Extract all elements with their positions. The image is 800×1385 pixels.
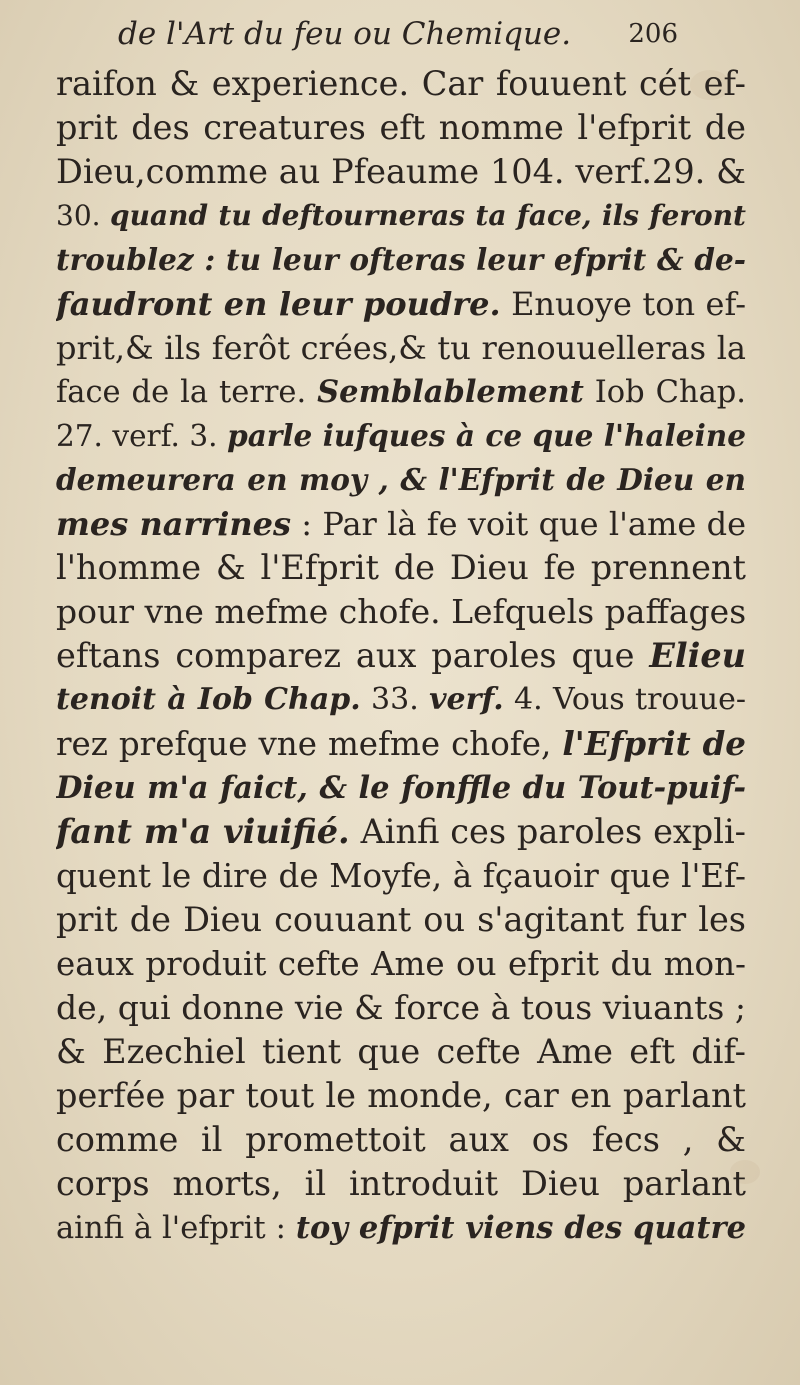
text-line <box>56 502 746 546</box>
text-run: comme il promettoit aux os fecs , & <box>56 1120 746 1159</box>
text-line <box>56 282 746 326</box>
text-run: corps morts, il introduit Dieu parlant <box>56 1164 746 1203</box>
text-run: eftans comparez aux paroles que <box>56 636 650 675</box>
text-line <box>56 942 746 986</box>
text-run: prit des creatures eft nomme l'efprit de <box>56 108 746 147</box>
italic-run: Elieu <box>649 636 746 675</box>
italic-run: Dieu m'a faict, & le fonffle du Tout-puif- <box>56 770 746 806</box>
text-line <box>56 546 746 590</box>
text-run: l'homme & l'Efprit de Dieu fe prennent <box>56 548 746 587</box>
italic-run: parle iufques à ce que l'haleine <box>227 418 746 453</box>
italic-run: quand tu deftourneras ta face, ils feront <box>110 199 746 232</box>
text-run: perfée par tout le monde, car en parlant <box>56 1076 746 1115</box>
italic-run: troublez : tu leur ofteras leur efprit & de- <box>56 242 746 277</box>
text-line <box>56 238 746 282</box>
text-run: : Par là fe voit que l'ame de <box>291 505 746 543</box>
text-line <box>56 458 746 502</box>
text-run: prit de Dieu couuant ou s'agitant fur les <box>56 900 746 939</box>
text-run: ainfi à l'efprit : <box>56 1211 296 1246</box>
text-run: 33. <box>360 682 430 717</box>
text-run: de, qui donne vie & force à tous viuants ; <box>56 988 746 1027</box>
running-header <box>118 14 678 54</box>
text-line <box>56 1118 746 1162</box>
text-run: face de la terre. <box>56 375 318 410</box>
text-run: prit,& ils ferôt crées,& tu renouuelleras la <box>56 329 746 367</box>
italic-run: faudront en leur poudre. <box>56 285 501 323</box>
text-line <box>56 590 746 634</box>
text-line <box>56 106 746 150</box>
italic-run: fant m'a viuifié. <box>56 812 350 851</box>
body-text <box>56 62 746 1250</box>
text-run: 27. verf. 3. <box>56 419 228 453</box>
text-line <box>56 326 746 370</box>
text-line <box>56 1030 746 1074</box>
italic-run: tenoit à Iob Chap. <box>56 682 361 717</box>
text-line <box>56 722 746 766</box>
running-title: de l'Art du feu ou Chemique. <box>118 16 572 52</box>
text-run: Iob Chap. <box>583 375 746 410</box>
italic-run: toy efprit viens des quatre <box>295 1210 746 1246</box>
text-line <box>56 150 746 194</box>
text-run: 30. <box>56 199 111 232</box>
page-number: 206 <box>628 19 678 49</box>
italic-run: Semblablement <box>317 374 584 410</box>
text-line <box>56 898 746 942</box>
text-line <box>56 1162 746 1206</box>
text-line <box>56 194 746 238</box>
text-run: Dieu,comme au Pfeaume 104. verf.29. & <box>56 152 746 191</box>
text-line <box>56 1206 746 1250</box>
italic-run: mes narrines <box>56 505 292 543</box>
italic-run: verf. <box>429 682 504 717</box>
text-line <box>56 810 746 854</box>
text-run: 4. Vous trouue- <box>503 682 746 717</box>
text-run: Enuoye ton ef- <box>500 285 746 323</box>
text-line <box>56 414 746 458</box>
text-run: rez prefque vne mefme chofe, <box>56 725 563 763</box>
text-run: raifon & experience. Car fouuent cét ef- <box>56 64 746 103</box>
text-run: eaux produit cefte Ame ou efprit du mon- <box>56 945 746 983</box>
text-line <box>56 986 746 1030</box>
text-run: Ainfi ces paroles expli- <box>349 812 746 851</box>
text-run: quent le dire de Moyfe, à fçauoir que l'Ef- <box>56 857 746 895</box>
text-line <box>56 854 746 898</box>
text-line <box>56 370 746 414</box>
text-line <box>56 62 746 106</box>
text-line <box>56 678 746 722</box>
text-line <box>56 766 746 810</box>
text-run: pour vne mefme chofe. Lefquels paffages <box>56 592 746 631</box>
italic-run: l'Efprit de <box>562 724 746 763</box>
text-line <box>56 1074 746 1118</box>
italic-run: demeurera en moy , & l'Efprit de Dieu en <box>56 462 746 497</box>
text-run: & Ezechiel tient que cefte Ame eft dif- <box>56 1032 746 1071</box>
text-line <box>56 634 746 678</box>
